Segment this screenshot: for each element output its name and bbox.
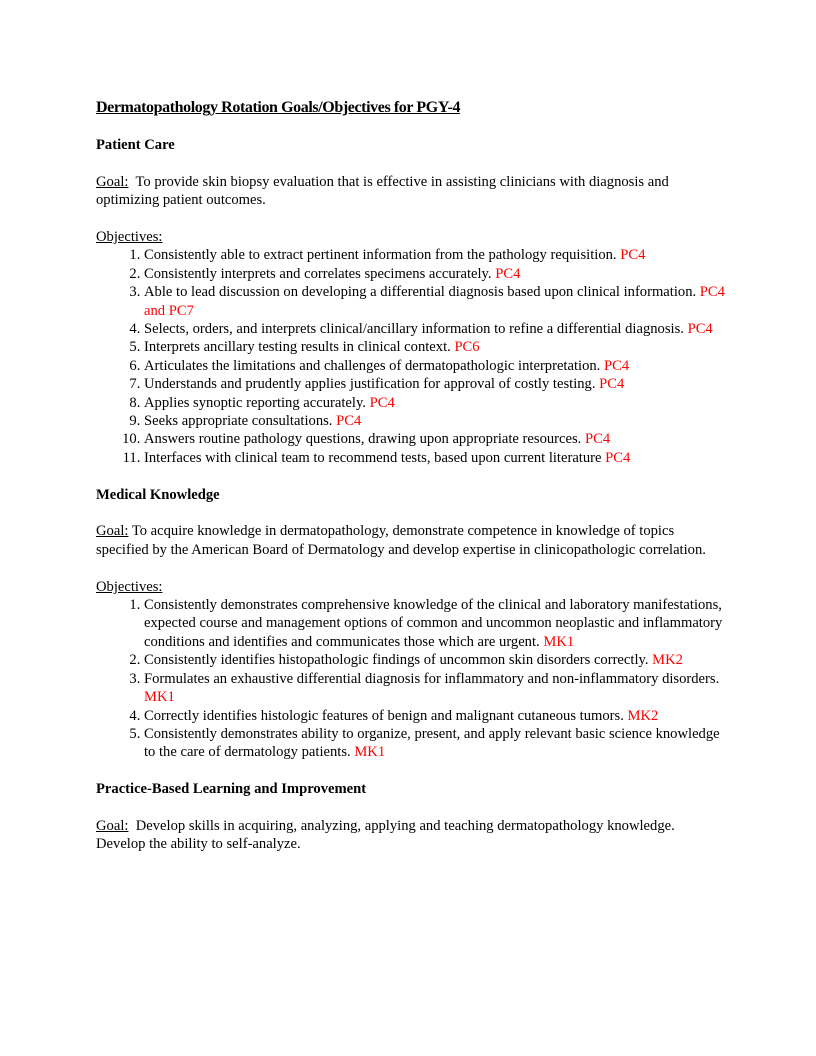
objective-text: Correctly identifies histologic features of benign and malignant cutaneous tumors.	[144, 707, 624, 724]
objective-text: Selects, orders, and interprets clinical/ancillary information to refine a differential diagnosis.	[144, 321, 684, 338]
objective-text: Interprets ancillary testing results in clinical context.	[144, 339, 451, 356]
section-heading: Medical Knowledge	[96, 486, 220, 503]
objective-text: Answers routine pathology questions, drawing upon appropriate resources.	[144, 431, 582, 448]
objective-text: Consistently interprets and correlates specimens accurately.	[144, 265, 492, 282]
list-item	[144, 707, 726, 725]
competency-code: PC4	[584, 431, 611, 448]
objective-text: Understands and prudently applies justification for approval of costly testing.	[144, 376, 596, 393]
list-item	[144, 338, 726, 356]
competency-code: MK1	[543, 633, 575, 650]
list-item	[144, 320, 726, 338]
document-title: Dermatopathology Rotation Goals/Objectives for PGY-4	[96, 99, 461, 116]
list-item	[144, 357, 726, 375]
objective-text: Consistently identifies histopathologic findings of uncommon skin disorders correctly.	[144, 652, 649, 669]
objectives-list	[96, 596, 726, 762]
objectives-label: Objectives:	[96, 578, 163, 595]
competency-code: PC6	[454, 339, 480, 356]
goal-label: Goal:	[96, 817, 129, 834]
competency-code: PC4 and PC7	[144, 284, 725, 319]
section-medical-knowledge	[96, 486, 726, 762]
goal-paragraph	[96, 817, 726, 854]
goal-text: To acquire knowledge in dermatopathology, demonstrate competence in knowledge of topics specified by the American Board of Dermatology and develop expertise in clinicopathologic correlation.	[96, 523, 706, 558]
objective-text: Formulates an exhaustive differential diagnosis for inflammatory and non-inflammatory disorders.	[144, 670, 720, 687]
section-heading: Practice-Based Learning and Improvement	[96, 781, 367, 798]
objective-text: Seeks appropriate consultations.	[144, 413, 333, 430]
objectives-list	[96, 246, 726, 467]
list-item	[144, 283, 726, 320]
list-item	[144, 412, 726, 430]
list-item	[144, 246, 726, 264]
competency-code: PC4	[336, 413, 362, 430]
section-patient-care	[96, 136, 726, 467]
objectives-label: Objectives:	[96, 229, 163, 245]
list-item	[144, 449, 726, 467]
competency-code: MK2	[627, 707, 659, 724]
list-item	[144, 596, 726, 651]
list-item	[144, 725, 726, 762]
goal-text: Develop skills in acquiring, analyzing, applying and teaching dermatopathology knowledge. Develop the ability to self-analyze.	[96, 817, 675, 853]
list-item	[144, 375, 726, 393]
competency-code: MK1	[354, 744, 386, 761]
document-page	[96, 98, 726, 872]
objective-text: Consistently able to extract pertinent information from the pathology requisition.	[144, 247, 617, 264]
competency-code: PC4	[620, 247, 646, 264]
competency-code: PC4	[599, 376, 625, 393]
goal-paragraph	[96, 173, 726, 210]
objective-text: Consistently demonstrates ability to organize, present, and apply relevant basic science knowledge to the care of dermatology patients.	[144, 725, 720, 761]
list-item	[144, 651, 726, 669]
competency-code: PC4	[603, 357, 630, 374]
list-item	[144, 670, 726, 707]
list-item	[144, 394, 726, 412]
goal-text: To provide skin biopsy evaluation that is effective in assisting clinicians with diagnosis and optimizing patient outcomes.	[96, 173, 669, 209]
goal-label: Goal:	[96, 173, 129, 190]
competency-code: PC4	[495, 265, 521, 282]
objective-text: Applies synoptic reporting accurately.	[144, 394, 366, 411]
objective-text: Articulates the limitations and challenges of dermatopathologic interpretation.	[144, 357, 601, 374]
competency-code: MK1	[144, 689, 175, 706]
objective-text: Able to lead discussion on developing a differential diagnosis based upon clinical information.	[144, 284, 697, 301]
objective-text: Consistently demonstrates comprehensive knowledge of the clinical and laboratory manifestations, expected course and management options of common and uncommon neoplastic and inflammatory conditions and identifies and communicates those which are urgent.	[144, 597, 723, 650]
competency-code: PC4	[605, 449, 631, 466]
list-item	[144, 430, 726, 448]
section-practice-based-learning	[96, 780, 726, 854]
goal-paragraph	[96, 522, 726, 559]
objective-text: Interfaces with clinical team to recommend tests, based upon current literature	[144, 449, 602, 466]
section-heading: Patient Care	[96, 137, 175, 153]
goal-label: Goal:	[96, 523, 129, 540]
competency-code: MK2	[652, 652, 683, 669]
competency-code: PC4	[369, 394, 395, 411]
list-item	[144, 265, 726, 283]
competency-code: PC4	[687, 321, 713, 338]
